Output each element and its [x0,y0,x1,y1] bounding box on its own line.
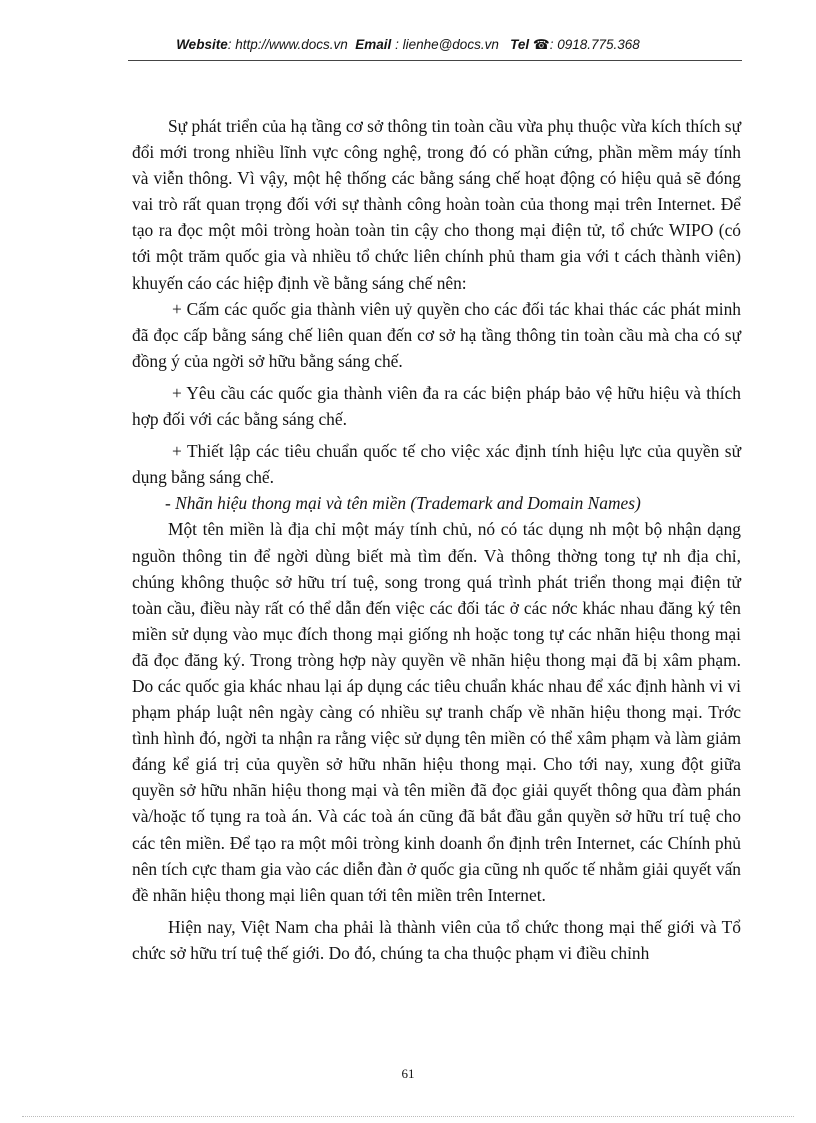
bullet-item-standards: + Thiết lập các tiêu chuẩn quốc tế cho việc xác định tính hiệu lực của quyền sử dụng bằng sáng chế. [132,441,741,488]
website-label: Website [176,37,228,52]
email-value: : lienhe@docs.vn [391,37,499,52]
tel-label: Tel [510,37,530,52]
email-label: Email [355,37,392,52]
page-number: 61 [401,1066,415,1081]
page-header [0,37,816,53]
bullet-item-require: + Yêu cầu các quốc gia thành viên đa ra các biện pháp bảo vệ hữu hiệu và thích hợp đối với các bằng sáng chế. [132,382,741,430]
header-rule [128,60,742,61]
paragraph-vietnam: Hiện nay, Việt Nam cha phải là thành viên của tổ chức thong mại thế giới và Tổ chức sở hữu trí tuệ thế giới. Do đó, chúng ta cha thuộc phạm vi điều chỉnh [132,916,741,963]
section-subheading: - Nhãn hiệu thong mại và tên miền (Trademark and Domain Names) [165,493,641,514]
document-body [132,113,741,966]
paragraph-patents-intro: Sự phát triển của hạ tầng cơ sở thông tin toàn cầu vừa phụ thuộc vừa kích thích sự đổi mới trong nhiều lĩnh vực công nghệ, trong đó có phần cứng, phần mềm máy tính và viễn thông. Vì vậy, một hệ thống các bằng sáng chế hoạt động có hiệu quả sẽ đóng vai trò rất quan trọng đối với sự thành công hoàn toàn của thong mại trên Internet. Để tạo ra đọc một môi tròng hoàn toàn tin cậy cho thong mại điện tử, tổ chức WIPO (có tới một trăm quốc gia và nhiều tổ chức liên chính phủ tham gia với t cách thành viên) khuyến cáo các hiệp định về bằng sáng chế nên: [132,116,741,293]
bullet-item-prohibit: + Cấm các quốc gia thành viên uỷ quyền cho các đối tác khai thác các phát minh đã đọc cấp bằng sáng chế liên quan đến cơ sở hạ tầng thông tin toàn cầu mà cha có sự đồng ý của ngời sở hữu bằng sáng chế. [132,298,741,371]
phone-icon: ☎ [532,37,550,52]
website-value: : http://www.docs.vn [227,37,348,52]
paragraph-domain-names: Một tên miền là địa chỉ một máy tính chủ, nó có tác dụng nh một bộ nhận dạng nguồn thông tin để ngời dùng biết mà tìm đến. Và thông thờng tong tự nh địa chỉ, chúng không thuộc sở hữu trí tuệ, song trong quá trình phát triển thong mại điện tử toàn cầu, điều này rất có thể dẫn đến việc các đối tác ở các nớc khác nhau đăng ký tên miền sử dụng vào mục đích thong mại giống nh hoặc tong tự các nhãn hiệu thong mại đã đọc đăng ký. Trong tròng hợp này quyền về nhãn hiệu thong mại đã bị xâm phạm. Do các quốc gia khác nhau lại áp dụng các tiêu chuẩn khác nhau để xác định hành vi vi phạm pháp luật nên ngày càng có nhiều sự tranh chấp về nhãn hiệu thong mại. Trớc tình hình đó, ngời ta nhận ra rằng việc sử dụng tên miền có thể xâm phạm và làm giảm đáng kể giá trị của quyền sở hữu nhãn hiệu thong mại. Cho tới nay, xung đột giữa quyền sở hữu nhãn hiệu thong mại và tên miền đã đọc giải quyết thông qua đàm phán và/hoặc tố tụng ra toà án. Và các toà án cũng đã bắt đầu gắn quyền sở hữu trí tuệ cho các tên miền. Để tạo ra một môi tròng kinh doanh ổn định trên Internet, các Chính phủ nên tích cực tham gia vào các diễn đàn ở quốc gia cũng nh quốc tế nhằm giải quyết vấn đề nhãn hiệu thong mại liên quan tới tên miền trên Internet. [132,519,741,905]
footer-rule [22,1116,794,1117]
tel-value: : 0918.775.368 [549,37,640,52]
